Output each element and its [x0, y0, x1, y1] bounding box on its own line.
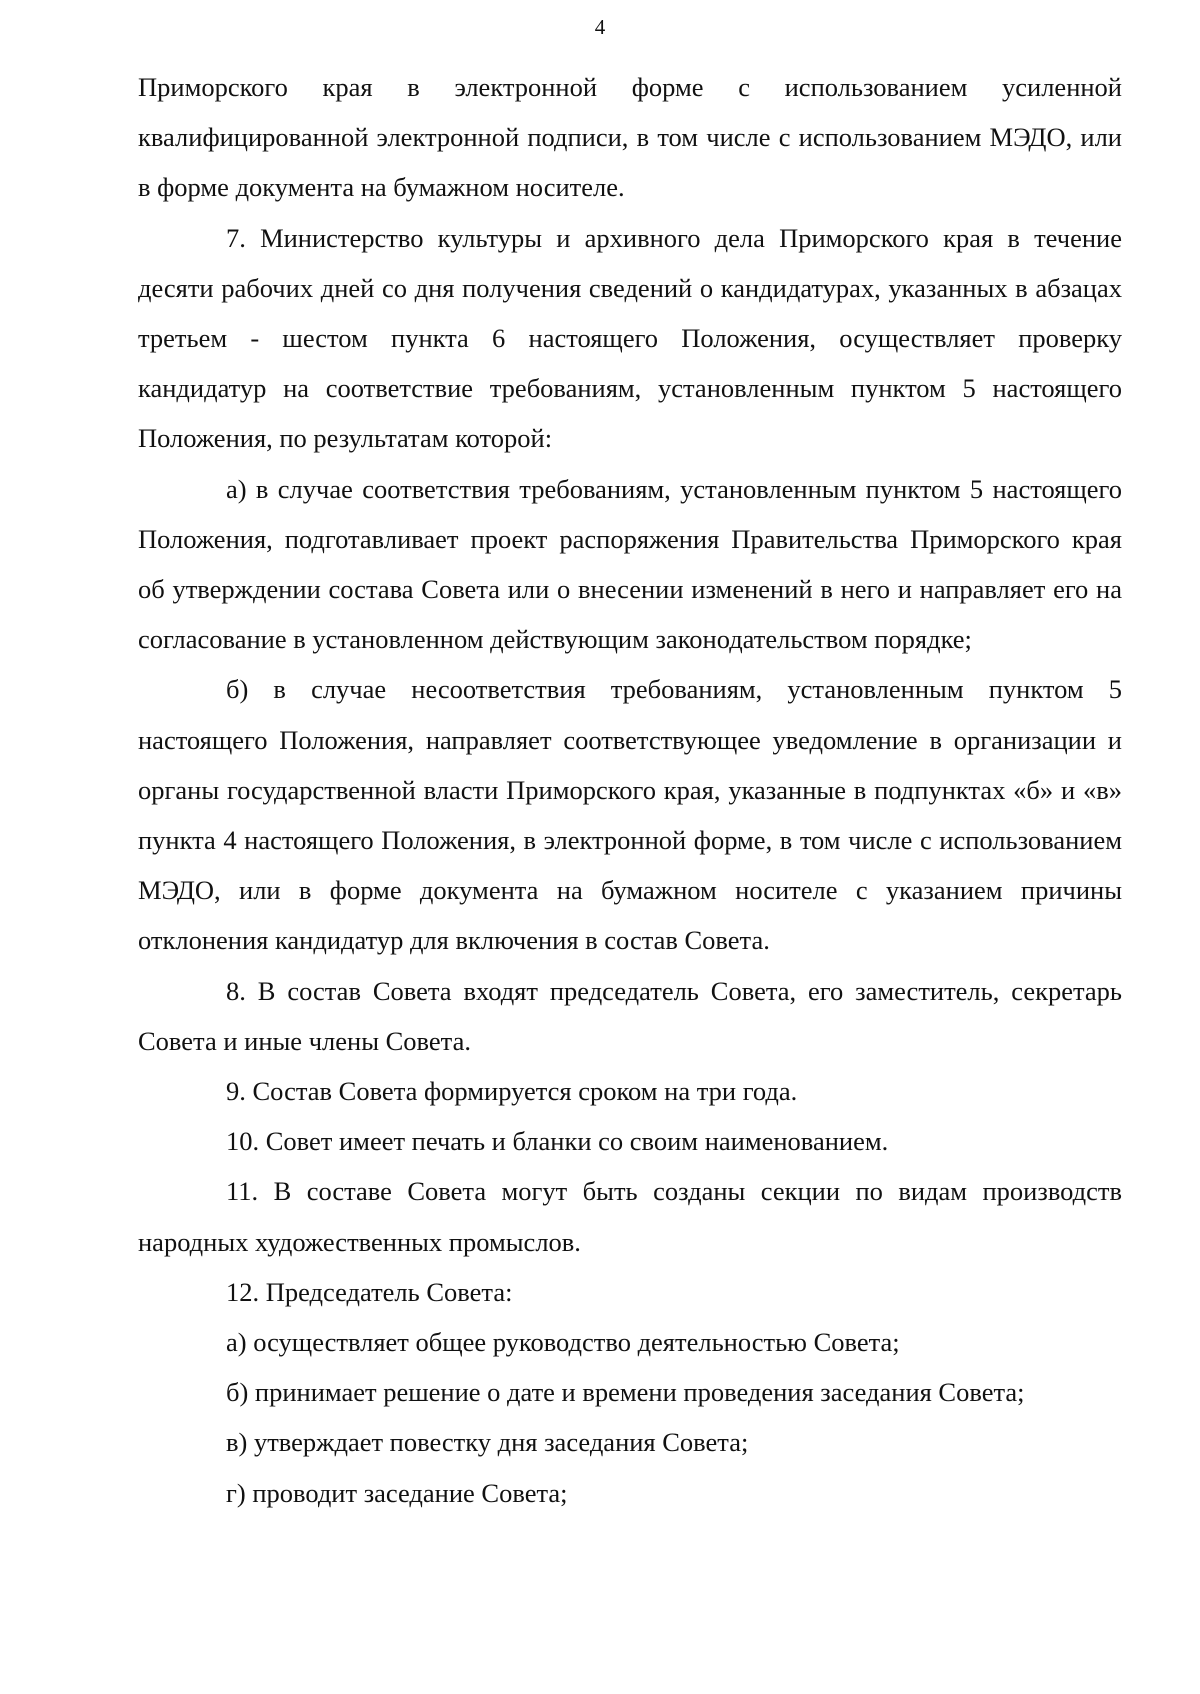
paragraph-item-12a: а) осуществляет общее руководство деятельностью Совета;: [226, 1327, 900, 1358]
paragraph-item-7a: а) в случае соответствия требованиям, установленным пунктом 5 настоящего Положения, подготавливает проект распоряжения Правительства Приморского края об утверждении состава Совета или о внесении изменений в него и направляет его на согласование в установленном действующим законодательством порядке;: [138, 473, 1122, 655]
paragraph-item-12v: в) утверждает повестку дня заседания Совета;: [226, 1427, 749, 1458]
paragraph-item-10: 10. Совет имеет печать и бланки со своим наименованием.: [226, 1126, 889, 1157]
paragraph-item-11: 11. В составе Совета могут быть созданы секции по видам производств народных художественных промыслов.: [138, 1176, 1122, 1257]
paragraph-item-8: 8. В состав Совета входят председатель Совета, его заместитель, секретарь Совета и иные члены Совета.: [138, 975, 1122, 1056]
document-body: [138, 62, 1122, 1518]
paragraph-item-9: 9. Состав Совета формируется сроком на три года.: [226, 1076, 798, 1107]
paragraph-continuation: Приморского края в электронной форме с использованием усиленной квалифицированной электронной подписи, в том числе с использованием МЭДО, или в форме документа на бумажном носителе.: [138, 72, 1122, 203]
paragraph-item-7: 7. Министерство культуры и архивного дела Приморского края в течение десяти рабочих дней со дня получения сведений о кандидатурах, указанных в абзацах третьем - шестом пункта 6 настоящего Положения, осуществляет проверку кандидатур на соответствие требованиям, установленным пунктом 5 настоящего Положения, по результатам которой:: [138, 222, 1122, 454]
paragraph-item-12b: б) принимает решение о дате и времени проведения заседания Совета;: [226, 1377, 1025, 1408]
paragraph-item-12g: г) проводит заседание Совета;: [226, 1477, 568, 1508]
paragraph-item-12: 12. Председатель Совета:: [226, 1276, 513, 1307]
paragraph-item-7b: б) в случае несоответствия требованиям, установленным пунктом 5 настоящего Положения, направляет соответствующее уведомление в организации и органы государственной власти Приморского края, указанные в подпунктах «б» и «в» пункта 4 настоящего Положения, в электронной форме, в том числе с использованием МЭДО, или в форме документа на бумажном носителе с указанием причины отклонения кандидатур для включения в состав Совета.: [138, 674, 1122, 956]
page-number: 4: [594, 15, 606, 39]
